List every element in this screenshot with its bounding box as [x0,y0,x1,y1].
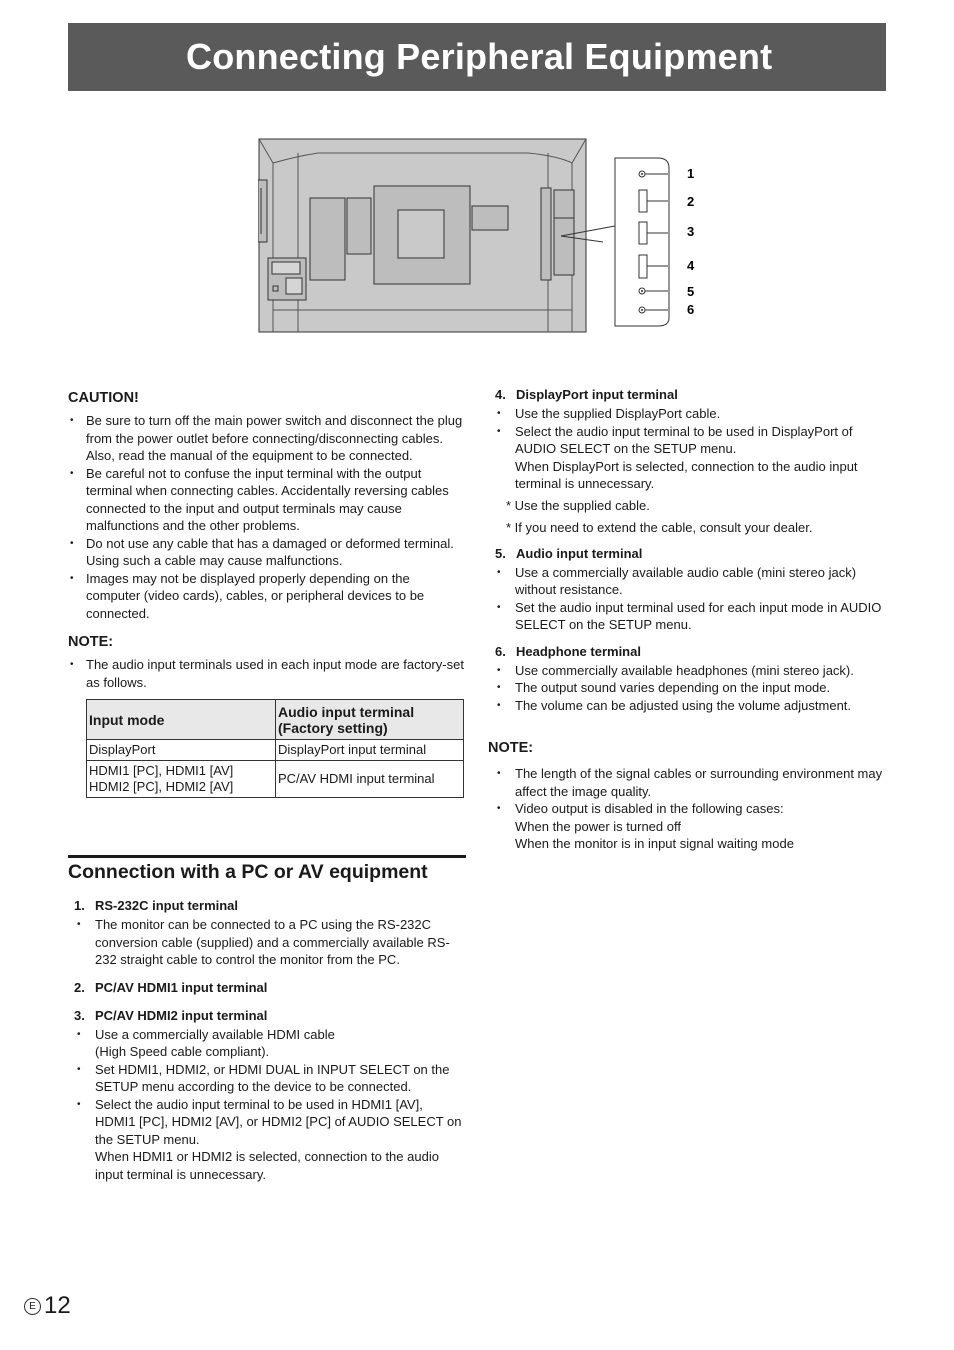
callout-4: 4 [687,258,695,273]
list-item-continuation: When DisplayPort is selected, connection to the audio input terminal is unnecessary. [515,458,858,491]
callout-1: 1 [687,166,695,181]
list-item-continuation: When the monitor is in input signal waiting mode [515,836,794,851]
audio-terminal-table [86,699,464,798]
callout-6: 6 [687,302,695,317]
callout-3: 3 [687,224,695,239]
callout-2: 2 [687,194,695,209]
callout-5: 5 [687,284,695,299]
language-badge: E [24,1298,41,1315]
note-list [488,765,886,853]
caution-list [68,412,466,622]
table-cell [87,761,276,798]
table-cell-line: HDMI2 [PC], HDMI2 [AV] [89,779,234,794]
caution-heading: CAUTION! [68,390,139,406]
list-item-continuation: (High Speed cable compliant). [95,1044,270,1059]
list-item: • Select the audio input terminal to be used in HDMI1 [AV], HDMI1 [PC], HDMI2 [AV], or HDMI2 [PC] of AUDIO SELECT on the SETUP menu. [68,1096,466,1149]
table-cell: DisplayPort [87,740,276,761]
note-heading: NOTE: [68,634,114,650]
footnote: * Use the supplied cable. [506,497,650,513]
list-item: • The output sound varies depending on the input mode. [488,679,886,697]
table-cell: DisplayPort input terminal [276,740,464,761]
item-title: PC/AV HDMI2 input terminal [95,1007,268,1023]
note-heading: NOTE: [488,740,534,756]
list-item: • Images may not be displayed properly depending on the computer (video cards), cables, or peripheral devices to be connected. [68,570,466,623]
left-column [68,390,466,798]
item-heading [488,643,886,660]
items-left [68,897,466,1183]
section-title: Connection with a PC or AV equipment [68,855,466,884]
list-item: • Select the audio input terminal to be used in DisplayPort of AUDIO SELECT on the SETUP menu. [488,423,886,458]
right-column [488,386,886,853]
list-item: • Use a commercially available HDMI cable [68,1026,466,1044]
table-row [87,761,464,798]
table-header: Input mode [87,700,276,740]
item-number: 4. [495,387,506,402]
page-title: Connecting Peripheral Equipment [186,36,773,77]
list-item: • Use a commercially available audio cable (mini stereo jack) without resistance. [488,564,886,599]
note-list [68,656,466,691]
list-item: • Be sure to turn off the main power switch and disconnect the plug from the power outlet before connecting/disconnecting cables. Also, read the manual of the equipment to be connected. [68,412,466,465]
list-item: • Set the audio input terminal used for each input mode in AUDIO SELECT on the SETUP menu. [488,599,886,634]
list-item: • The volume can be adjusted using the volume adjustment. [488,697,886,715]
item-bullets [488,662,886,715]
item-number: 6. [495,643,506,659]
list-item: • Set HDMI1, HDMI2, or HDMI DUAL in INPUT SELECT on the SETUP menu according to the device to be connected. [68,1061,466,1096]
footnote: * If you need to extend the cable, consult your dealer. [506,520,813,535]
item-bullets [68,916,466,969]
item-number: 5. [495,545,506,561]
item-heading [68,1007,466,1024]
table-header-row [87,700,464,740]
list-item: • The monitor can be connected to a PC using the RS-232C conversion cable (supplied) and a commercially available RS-232 straight cable to control the monitor from the PC. [68,916,466,969]
list-item: • The length of the signal cables or surrounding environment may affect the image quality. [488,765,886,800]
item-title: PC/AV HDMI1 input terminal [95,979,268,995]
table-row [87,740,464,761]
item-title: Audio input terminal [516,545,643,561]
list-item: • Use the supplied DisplayPort cable. [488,405,886,423]
item-title: DisplayPort input terminal [516,387,678,402]
item-number: 1. [74,898,85,913]
item-title: RS-232C input terminal [95,898,239,913]
title-bar [68,23,886,91]
rear-panel-figure [258,138,703,338]
item-bullets [68,1026,466,1184]
monitor-rear-diagram [258,138,703,338]
table-cell-line: HDMI1 [PC], HDMI1 [AV] [89,763,234,778]
item-heading [488,386,886,403]
list-item: • Use commercially available headphones (mini stereo jack). [488,662,886,680]
item-bullets [488,405,886,493]
list-item: • Do not use any cable that has a damaged or deformed terminal. Using such a cable may cause malfunctions. [68,535,466,570]
page-number [24,1292,71,1320]
list-item: • The audio input terminals used in each input mode are factory-set as follows. [68,656,466,691]
page-number-text: 12 [44,1292,71,1319]
item-heading [488,545,886,562]
item-number: 3. [74,1007,85,1023]
list-item-continuation: When the power is turned off [515,818,681,834]
item-heading [68,897,466,914]
item-bullets [488,564,886,634]
table-cell: PC/AV HDMI input terminal [276,761,464,798]
item-heading [68,979,466,996]
table-header: Audio input terminal (Factory setting) [276,700,464,740]
list-item: • Be careful not to confuse the input terminal with the output terminal when connecting cables. Accidentally reversing cables connected to the input and output terminals may cause malfunctions and the other problems. [68,465,466,535]
list-item-continuation: When HDMI1 or HDMI2 is selected, connection to the audio input terminal is unnecessary. [95,1149,439,1182]
item-number: 2. [74,979,85,995]
list-item: • Video output is disabled in the following cases: [488,800,886,818]
item-title: Headphone terminal [516,643,641,659]
